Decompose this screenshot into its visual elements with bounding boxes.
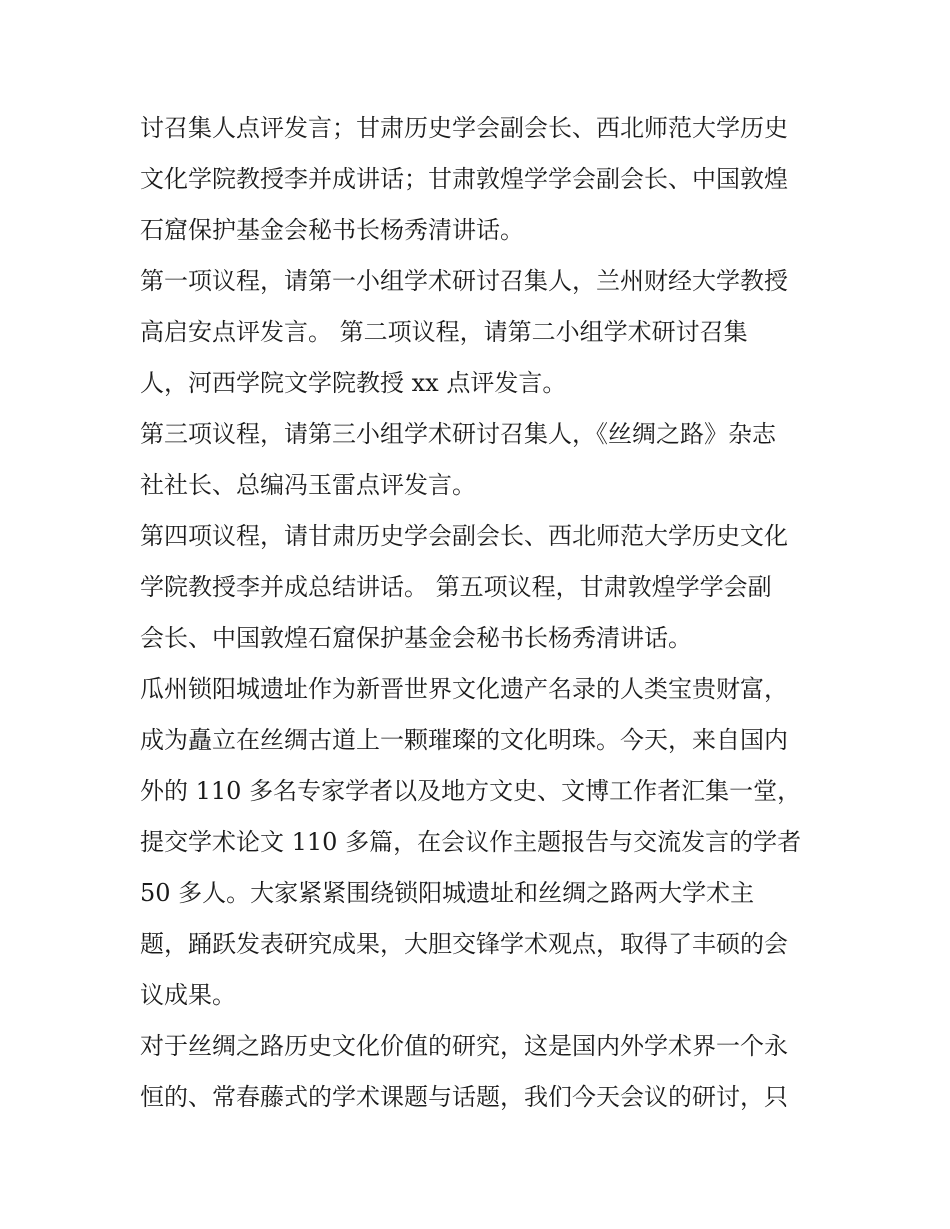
text-line: 会长、中国敦煌石窟保护基金会秘书长杨秀清讲话。 [140, 624, 692, 652]
text-line: 成为矗立在丝绸古道上一颗璀璨的文化明珠。今天，来自国内 [140, 726, 788, 754]
text-line: 议成果。 [140, 981, 236, 1009]
text-line: 题，踊跃发表研究成果，大胆交锋学术观点，取得了丰硕的会 [140, 930, 788, 958]
text-line: 学院教授李并成总结讲话。 第五项议程，甘肃敦煌学学会副 [140, 573, 772, 601]
text-line: 文化学院教授李并成讲话；甘肃敦煌学学会副会长、中国敦煌 [140, 165, 788, 193]
text-line: 外的 110 多名专家学者以及地方文史、文博工作者汇集一堂， [140, 777, 802, 805]
text-line: 瓜州锁阳城遗址作为新晋世界文化遗产名录的人类宝贵财富， [140, 675, 788, 703]
text-line: 石窟保护基金会秘书长杨秀清讲话。 [140, 216, 524, 244]
text-line: 对于丝绸之路历史文化价值的研究，这是国内外学术界一个永 [140, 1032, 788, 1060]
text-line: 提交学术论文 110 多篇，在会议作主题报告与交流发言的学者 [140, 828, 802, 856]
text-line: 高启安点评发言。 第二项议程，请第二小组学术研讨召集 [140, 318, 748, 346]
text-line: 第一项议程，请第一小组学术研讨召集人，兰州财经大学教授 [140, 267, 788, 295]
text-line: 第四项议程，请甘肃历史学会副会长、西北师范大学历史文化 [140, 522, 788, 550]
text-line: 人，河西学院文学院教授 xx 点评发言。 [140, 369, 567, 397]
text-line: 50 多人。大家紧紧围绕锁阳城遗址和丝绸之路两大学术主 [140, 879, 755, 907]
text-line: 社社长、总编冯玉雷点评发言。 [140, 471, 476, 499]
text-line: 讨召集人点评发言；甘肃历史学会副会长、西北师范大学历史 [140, 114, 788, 142]
text-line: 恒的、常春藤式的学术课题与话题，我们今天会议的研讨，只 [140, 1083, 788, 1111]
text-line: 第三项议程，请第三小组学术研讨召集人，《丝绸之路》杂志 [140, 420, 776, 448]
